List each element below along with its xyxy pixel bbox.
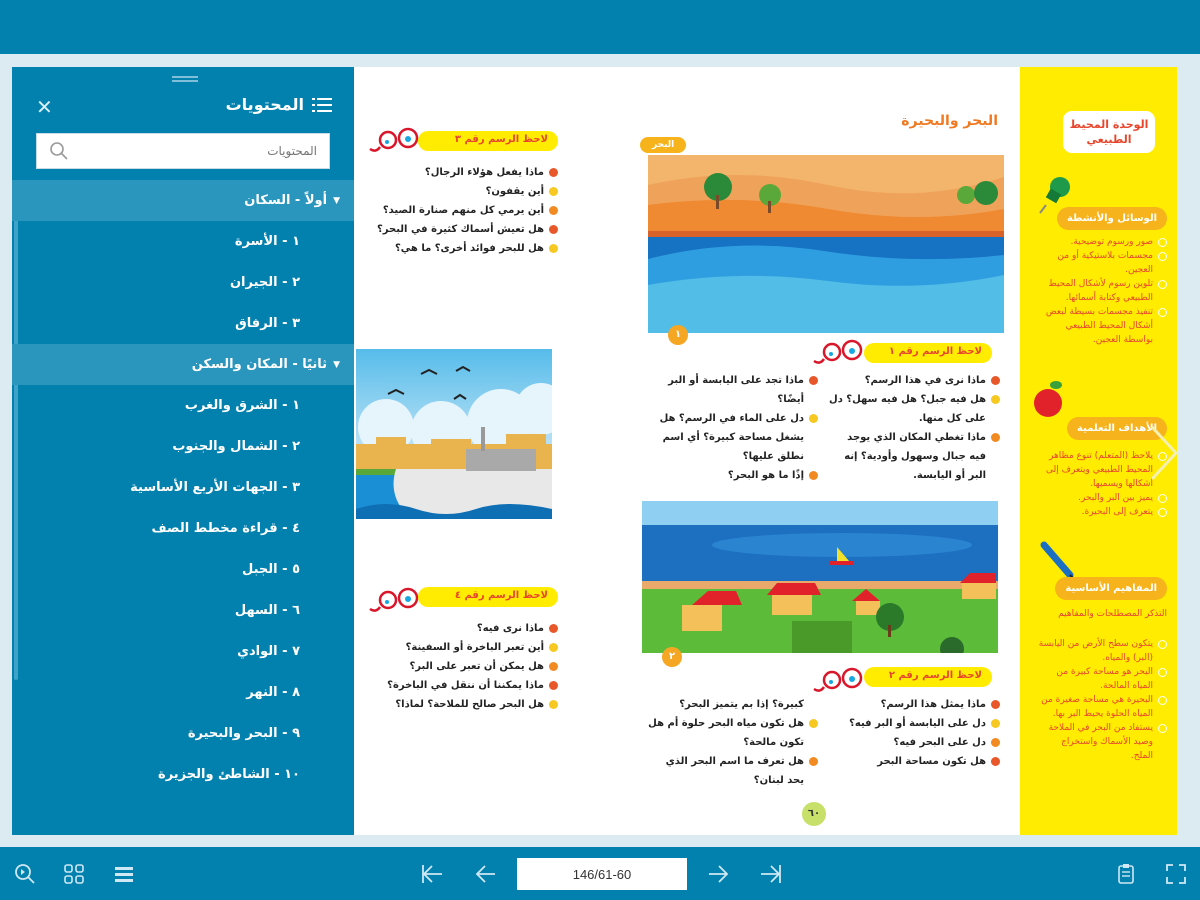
question-item: هل فيه جبل؟ هل فيه سهل؟ دل على كل منها.	[828, 390, 1000, 428]
search-box	[36, 133, 330, 169]
sidebar-item-family[interactable]: ١ - الأسرة	[234, 234, 300, 249]
sidebar-item-valley[interactable]: ٧ - الوادي	[237, 644, 300, 659]
unit-title: الوحدة المحيط الطبيعي	[1063, 111, 1155, 153]
apple-icon	[1032, 379, 1068, 419]
sidebar-item-river[interactable]: ٨ - النهر	[246, 685, 300, 700]
sidebar-item-mountain[interactable]: ٥ - الجبل	[241, 562, 300, 577]
note-heading-3: لاحظ الرسم رقم ٣	[418, 131, 558, 151]
sidebar-item-north-south[interactable]: ٢ - الشمال والجنوب	[172, 439, 300, 454]
concepts-list	[1037, 637, 1167, 763]
sea-illustration	[648, 155, 1004, 333]
sidebar-section-place[interactable]: ▼ ثانيًا - المكان والسكن	[12, 344, 354, 385]
question-item: أين يقفون؟	[377, 182, 558, 201]
search-icon[interactable]	[49, 141, 69, 161]
list-item: البحيرة هي مساحة صغيرة من المياه الحلوة يحيط البر بها.	[1037, 693, 1167, 721]
question-list-1a	[828, 371, 1000, 485]
question-item: هل تكون مساحة البحر	[828, 752, 1000, 771]
zoom-icon	[14, 863, 36, 885]
page-number-badge: ٦٠	[802, 802, 826, 826]
sidebar-item-friends[interactable]: ٣ - الرفاق	[235, 316, 300, 331]
question-item: إذًا ما هو البحر؟	[648, 466, 818, 485]
question-item: هل تعيش أسماك كثيرة في البحر؟	[377, 220, 558, 239]
concepts-heading: المفاهيم الأساسية	[1055, 577, 1167, 600]
question-item: هل تعرف ما اسم البحر الذي يحد لبنان؟	[648, 752, 818, 790]
question-item: ماذا يمكننا أن ننقل في الباخرة؟	[387, 676, 558, 695]
question-item: ماذا نرى فيه؟	[387, 619, 558, 638]
resources-heading: الوسائل والأنشطة	[1057, 207, 1167, 230]
list-icon	[312, 97, 332, 113]
note-heading-1: لاحظ الرسم رقم ١	[864, 343, 992, 363]
list-item: يستفاد من البحر في الملاحة وصيد الأسماك واستخراج الملح.	[1037, 721, 1167, 763]
coast-village-illustration	[642, 501, 998, 653]
list-item: تنفيذ مجسمات بسيطة لبعض أشكال المحيط الطبيعي بواسطة العجين.	[1037, 305, 1167, 347]
next-page-icon	[706, 863, 730, 885]
list-item: يتكون سطح الأرض من اليابسة (البر) والمياه.	[1037, 637, 1167, 665]
sidebar-item-neighbors[interactable]: ٢ - الجيران	[229, 275, 300, 290]
drag-handle[interactable]	[172, 76, 198, 82]
fullscreen-icon	[1165, 863, 1187, 885]
question-item: ماذا تجد على اليابسة أو البر أيضًا؟	[648, 371, 818, 409]
thumbnails-button[interactable]	[61, 861, 87, 887]
question-item: أين تعبر الباخرة أو السفينة؟	[387, 638, 558, 657]
book-page-right	[624, 67, 1018, 835]
list-item: يميز بين البر والبحر.	[1037, 491, 1167, 505]
note-heading-2: لاحظ الرسم رقم ٢	[864, 667, 992, 687]
image-number-badge: ٢	[662, 647, 682, 667]
contents-icon	[113, 863, 135, 885]
glasses-icon	[812, 667, 866, 693]
sidebar-header	[226, 95, 332, 114]
question-item: أين يرمي كل منهم صنارة الصيد؟	[377, 201, 558, 220]
contents-list	[12, 180, 354, 795]
list-item: يلاحظ (المتعلم) تنوع مظاهر المحيط الطبيعي ويتعرف إلى أشكالها ويسميها.	[1037, 449, 1167, 491]
question-item: ماذا يمثل هذا الرسم؟	[828, 695, 1000, 714]
question-item: هل يمكن أن تعبر على البر؟	[387, 657, 558, 676]
sidebar-item-east-west[interactable]: ١ - الشرق والغرب	[184, 398, 300, 413]
notes-button[interactable]	[1113, 861, 1139, 887]
close-icon[interactable]: ✕	[36, 95, 53, 119]
list-item: مجسمات بلاستيكية أو من العجين.	[1037, 249, 1167, 277]
concepts-intro: التذكر المصطلحات والمفاهيم	[1058, 609, 1167, 619]
prev-page-icon	[474, 863, 498, 885]
sidebar-title: المحتويات	[225, 95, 304, 114]
question-item: هل تكون مياه البحر حلوة أم هل تكون مالحة؟	[648, 714, 818, 752]
search-input[interactable]	[69, 144, 317, 158]
image-number-badge: ١	[668, 325, 688, 345]
question-item: دل على اليابسة أو البر فيه؟	[828, 714, 1000, 733]
question-list-4	[387, 619, 558, 714]
contents-button[interactable]	[111, 861, 137, 887]
note-heading-4: لاحظ الرسم رقم ٤	[418, 587, 558, 607]
zoom-button[interactable]	[12, 861, 38, 887]
fullscreen-button[interactable]	[1163, 861, 1189, 887]
next-page-button[interactable]	[705, 861, 731, 887]
sidebar-section-population[interactable]: ▼ أولاً - السكان	[12, 180, 354, 221]
image-tag: البحر	[640, 137, 686, 153]
caret-down-icon: ▼	[333, 359, 340, 370]
question-list-1b	[648, 371, 818, 485]
caret-down-icon: ▼	[333, 195, 340, 206]
glasses-icon	[368, 127, 422, 153]
question-list-2a	[828, 695, 1000, 771]
list-item: صور ورسوم توضيحية.	[1037, 235, 1167, 249]
glasses-icon	[812, 339, 866, 365]
notes-icon	[1116, 863, 1136, 885]
last-page-button[interactable]	[758, 861, 784, 887]
question-item: دل على الماء في الرسم؟ هل يشغل مساحة كبيرة؟ أي اسم نطلق عليها؟	[648, 409, 818, 466]
glasses-icon	[368, 587, 422, 613]
question-item: ماذا يفعل هؤلاء الرجال؟	[377, 163, 558, 182]
page-title: البحر والبحيرة	[901, 113, 998, 129]
list-item: تلوين رسوم لأشكال المحيط الطبيعي وكتابة أسمائها.	[1037, 277, 1167, 305]
question-item: كبيرة؟ إذا بم يتميز البحر؟	[679, 699, 804, 710]
sidebar-item-shore-island[interactable]: ١٠ - الشاطئ والجزيرة	[158, 767, 300, 782]
sidebar-item-four-directions[interactable]: ٣ - الجهات الأربع الأساسية	[130, 480, 300, 495]
first-page-icon	[420, 863, 444, 885]
thumbnails-icon	[63, 863, 85, 885]
question-item: ماذا نرى في هذا الرسم؟	[828, 371, 1000, 390]
list-item: البحر هو مساحة كبيرة من المياه المالحة.	[1037, 665, 1167, 693]
contents-sidebar	[12, 67, 354, 835]
sidebar-item-class-map[interactable]: ٤ - قراءة مخطط الصف	[151, 521, 300, 536]
last-page-icon	[759, 863, 783, 885]
question-item: هل للبحر فوائد أخرى؟ ما هي؟	[377, 239, 558, 258]
prev-page-button[interactable]	[473, 861, 499, 887]
question-list-3	[377, 163, 558, 258]
question-item: ماذا تغطي المكان الذي يوجد فيه جبال وسهول وأودية؟ إنه البر أو اليابسة.	[828, 428, 1000, 485]
list-item: يتعرف إلى البحيرة.	[1037, 505, 1167, 519]
page-number-input[interactable]	[517, 858, 687, 890]
sidebar-item-plain[interactable]: ٦ - السهل	[234, 603, 300, 618]
sidebar-item-sea-lake[interactable]: ٩ - البحر والبحيرة	[187, 726, 300, 741]
first-page-button[interactable]	[419, 861, 445, 887]
question-list-2b	[648, 695, 818, 790]
question-item: دل على البحر فيه؟	[828, 733, 1000, 752]
ship-illustration	[356, 349, 552, 519]
book-page-left	[354, 67, 624, 835]
next-page-chevron-icon[interactable]	[1148, 425, 1178, 481]
pen-icon	[1040, 541, 1076, 581]
top-bar	[0, 0, 1200, 54]
question-item: هل البحر صالح للملاحة؟ لماذا؟	[387, 695, 558, 714]
resources-list	[1037, 235, 1167, 347]
goals-heading: الأهداف التعلمية	[1067, 417, 1167, 440]
